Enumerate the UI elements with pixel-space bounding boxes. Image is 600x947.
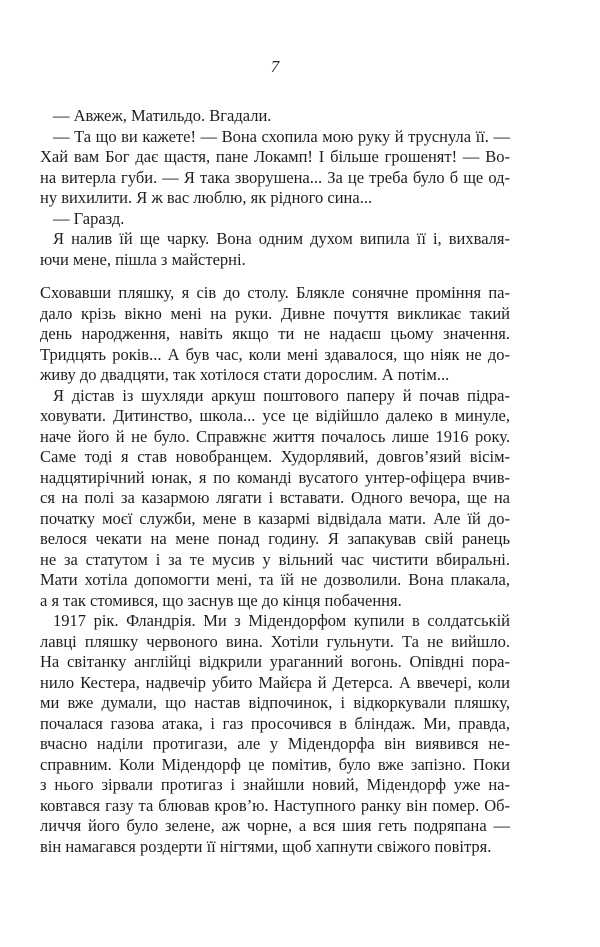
text-line: — Та що ви кажете! — Вона схопила мою руку й труснула її. — xyxy=(53,126,510,146)
page-number: 7 xyxy=(270,57,280,76)
paragraph-dialogue-1 xyxy=(40,106,510,127)
text-line: нило Кестера, надвечір убито Майєра й Детерса. А ввечері, коли xyxy=(40,672,510,692)
text-line: 1917 рік. Фландрія. Ми з Мідендорфом купили в солдатській xyxy=(53,611,510,630)
paragraph-narration-1 xyxy=(40,229,510,270)
paragraph-dialogue-3 xyxy=(40,209,510,230)
text-line: Мати хотіла допомогти мені, та їй не дозволили. Вона плакала, xyxy=(40,570,510,589)
text-line: з нього зірвали протигаз і знайшли новий, Мідендорф уже на- xyxy=(40,775,510,794)
text-line: день народження, навіть якщо ти не надаєш цьому значення. xyxy=(40,324,510,343)
text-line: ковтався газу та блював кров’ю. Наступного ранку він помер. Об- xyxy=(40,795,510,815)
text-line: почалася газова атака, і газ просочився в бліндаж. Ми, правда, xyxy=(40,713,510,733)
text-line: Я дістав із шухляди аркуш поштового паперу й почав підра- xyxy=(53,385,510,405)
text-line: живу до двадцяти, так хотілося стати дорослим. А потім... xyxy=(40,365,450,384)
text-line: дало крізь вікно мені на руки. Дивне почуття викликає такий xyxy=(40,303,510,323)
text-line: — Гаразд. xyxy=(53,208,125,228)
text-line: На світанку англійці відкрили ураганний вогонь. Опівдні пора- xyxy=(40,652,510,671)
text-line: Саме тоді я став новобранцем. Худорлявий, довгов’язий вісім- xyxy=(40,447,510,466)
page-body xyxy=(40,106,510,857)
text-line: не за статутом і за те мусив у вільний час чистити вбиральні. xyxy=(40,549,510,569)
text-line: велося чекати на мене понад годину. Я запакував свій ранець xyxy=(40,529,510,548)
text-line: личчя його було зелене, аж чорне, а вся шия геть подряпана — xyxy=(40,816,510,835)
text-line: надцятирічний юнак, я по команді вусатого унтер-офіцера вчив- xyxy=(40,467,510,487)
text-line: початку моєї служби, мене в казармі відвідала мати. Але їй до- xyxy=(40,508,510,528)
text-line: справним. Коли Мідендорф це помітив, було вже запізно. Поки xyxy=(40,754,510,774)
text-line: ся на полі за казармою лягати і вставати. Одного вечора, ще на xyxy=(40,488,510,507)
text-line: Хай вам Бог дає щастя, пане Локамп! І більше грошенят! — Во- xyxy=(40,147,510,166)
paragraph-dialogue-2 xyxy=(40,127,510,209)
text-line: ючи мене, пішла з майстерні. xyxy=(40,249,246,269)
text-line: ми вже думали, що настав відпочинок, і відкоркували пляшку, xyxy=(40,693,510,712)
text-line: — Авжеж, Матильдо. Вгадали. xyxy=(53,106,272,125)
text-line: лавці пляшку червоного вина. Хотіли гульнути. Та не вийшло. xyxy=(40,631,510,651)
paragraph-narration-2 xyxy=(40,283,510,386)
text-line: Тридцять років... А був час, коли мені здавалося, що ніяк не до- xyxy=(40,344,510,364)
text-line: він намагався роздерти її нігтями, щоб хапнути свіжого повітря. xyxy=(40,836,492,856)
text-line: на витерла губи. — Я така зворушена... За це треба було б ще од- xyxy=(40,167,510,187)
text-line: Я налив їй ще чарку. Вона одним духом випила її і, вихваля- xyxy=(53,229,510,248)
text-line: Сховавши пляшку, я сів до столу. Блякле сонячне проміння па- xyxy=(40,283,510,302)
text-line: наче його й не було. Справжнє життя почалось лише 1916 року. xyxy=(40,426,510,446)
text-line: ховувати. Дитинство, школа... усе це відійшло далеко в минуле, xyxy=(40,406,510,425)
paragraph-narration-3 xyxy=(40,386,510,612)
text-line: а я так стомився, що заснув ще до кінця побачення. xyxy=(40,590,402,610)
text-line: вчасно наділи протигази, але у Мідендорфа він виявився не- xyxy=(40,734,510,753)
text-line: ну вихилити. Я ж вас люблю, як рідного сина... xyxy=(40,188,373,207)
paragraph-narration-4 xyxy=(40,611,510,857)
